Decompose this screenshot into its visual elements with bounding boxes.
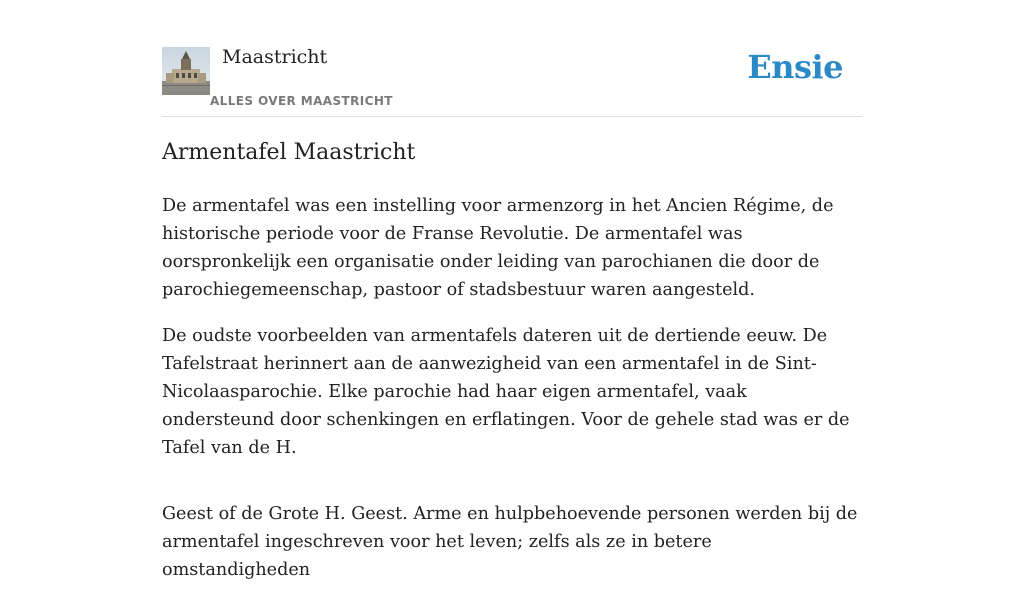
site-tagline: ALLES OVER MAASTRICHT [210,94,393,108]
brand-logo-link[interactable]: Ensie [747,48,843,86]
article-paragraph: De oudste voorbeelden van armentafels dateren uit de dertiende eeuw. De Tafelstraat herinnert aan de aanwezigheid van een armentafel in de Sint-Nicolaasparochie. Elke parochie had haar eigen armentafel, vaak ondersteund door schenkingen en erflatingen. Voor de gehele stad was er de Tafel van de H. [162,326,850,458]
article-paragraph: De armentafel was een instelling voor armenzorg in het Ancien Régime, de historische periode voor de Franse Revolutie. De armentafel was oorspronkelijk een organisatie onder leiding van parochianen die door de parochiegemeenschap, pastoor of stadsbestuur waren aangesteld. [162,196,834,300]
town-hall-photo-icon [162,47,210,95]
article-paragraph: Geest of de Grote H. Geest. Arme en hulpbehoevende personen werden bij de armentafel ingeschreven voor het leven; zelfs als ze in betere omstandigheden [162,504,858,580]
page-title: Armentafel Maastricht [162,140,416,165]
article-body [162,192,864,602]
site-header [162,0,862,117]
site-avatar[interactable] [162,47,210,95]
site-name-link[interactable]: Maastricht [222,46,328,68]
page-container [162,0,862,580]
